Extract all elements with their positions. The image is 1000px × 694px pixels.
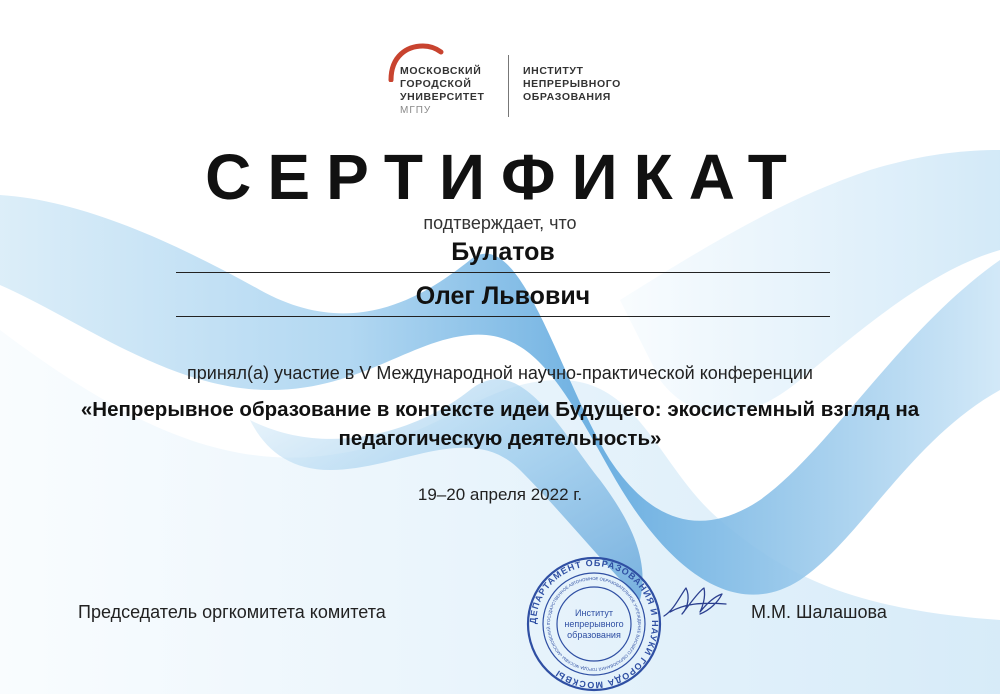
event-date: 19–20 апреля 2022 г.	[417, 485, 583, 504]
seal-outer-text: ДЕПАРТАМЕНТ ОБРАЗОВАНИЯ И НАУКИ ГОРОДА МОСКВЫ	[527, 557, 661, 691]
university-name-line-1: МОСКОВСКИЙ	[400, 65, 482, 77]
signer-name: М.М. Шалашова	[751, 602, 887, 622]
seal-center-line-2: непрерывного	[564, 619, 624, 629]
institute-name-line-2: НЕПРЕРЫВНОГО	[523, 78, 621, 90]
university-name-line-2: ГОРОДСКОЙ	[400, 78, 472, 90]
institute-name	[523, 65, 633, 104]
handwritten-signature	[660, 582, 730, 622]
university-name-line-3: УНИВЕРСИТЕТ	[400, 91, 485, 103]
logo-divider	[508, 55, 509, 117]
seal-inner-ring-text: ГОСУДАРСТВЕННОЕ АВТОНОМНОЕ ОБРАЗОВАТЕЛЬНОЕ УЧРЕЖДЕНИЕ ВЫСШЕГО ОБРАЗОВАНИЯ ГОРОДА МОСКВЫ «МОСКОВСКИЙ Г	[545, 575, 643, 673]
official-seal	[524, 554, 664, 694]
seal-center-line-3: образования	[567, 630, 621, 640]
institute-name-line-1: ИНСТИТУТ	[523, 65, 584, 77]
institute-name-line-3: ОБРАЗОВАНИЯ	[523, 91, 611, 103]
participation-text: принял(а) участие в V Международной научно-практической конференции	[187, 363, 813, 383]
university-name	[400, 65, 492, 117]
confirms-text: подтверждает, что	[423, 213, 577, 233]
recipient-surname: Булатов	[176, 236, 830, 273]
seal-center-line-1: Институт	[575, 608, 613, 618]
conference-title: «Непрерывное образование в контексте идеи Будущего: экосистемный взгляд на педагогическую деятельность»	[80, 398, 920, 450]
chair-label: Председатель оргкомитета комитета	[78, 602, 386, 622]
university-abbreviation: МГПУ	[400, 105, 432, 116]
recipient-given-names: Олег Львович	[176, 280, 830, 317]
certificate-title: СЕРТИФИКАТ	[205, 141, 803, 213]
